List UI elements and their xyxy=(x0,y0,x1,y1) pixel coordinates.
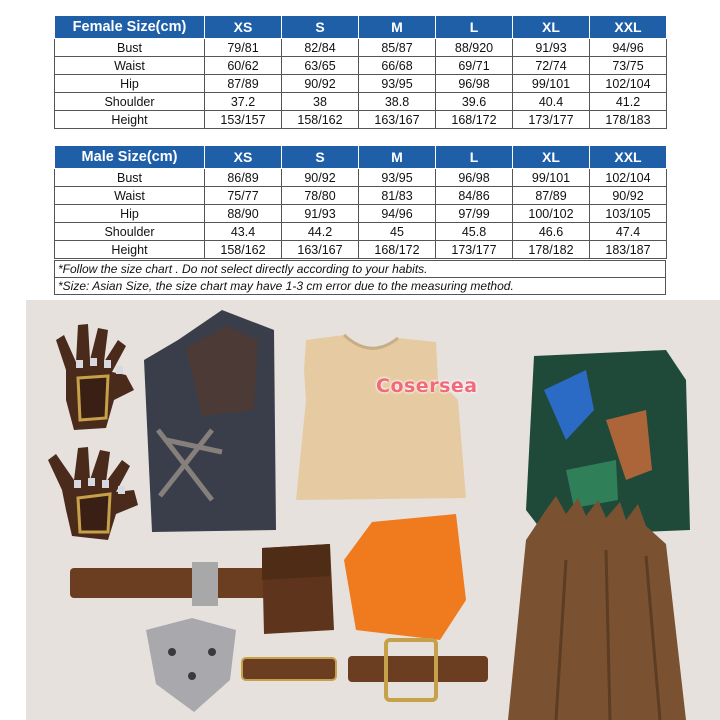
size-header-xxl: XXL xyxy=(590,146,667,169)
male-size-table xyxy=(54,145,667,259)
table-cell: 96/98 xyxy=(436,169,513,187)
table-cell: 75/77 xyxy=(205,187,282,205)
table-cell: 158/162 xyxy=(205,241,282,259)
table-cell: 47.4 xyxy=(590,223,667,241)
table-cell: 38.8 xyxy=(359,93,436,111)
table-cell: 79/81 xyxy=(205,39,282,57)
size-header-l: L xyxy=(436,16,513,39)
table-cell: 44.2 xyxy=(282,223,359,241)
table-cell: 178/183 xyxy=(590,111,667,129)
size-header-s: S xyxy=(282,16,359,39)
table-cell: 168/172 xyxy=(359,241,436,259)
row-label: Bust xyxy=(55,169,205,187)
table-cell: 85/87 xyxy=(359,39,436,57)
table-cell: 60/62 xyxy=(205,57,282,75)
table-cell: 73/75 xyxy=(590,57,667,75)
dark-hood xyxy=(144,310,276,532)
size-header-m: M xyxy=(359,16,436,39)
table-cell: 87/89 xyxy=(205,75,282,93)
row-label: Height xyxy=(55,111,205,129)
table-row xyxy=(55,111,667,129)
table-cell: 46.6 xyxy=(513,223,590,241)
costume-items-illustration xyxy=(26,300,720,720)
table-cell: 90/92 xyxy=(590,187,667,205)
female-size-table xyxy=(54,15,667,129)
costume-product-photo xyxy=(26,300,720,720)
table-cell: 63/65 xyxy=(282,57,359,75)
table-cell: 41.2 xyxy=(590,93,667,111)
size-header-xl: XL xyxy=(513,16,590,39)
row-label: Hip xyxy=(55,75,205,93)
female-table-title: Female Size(cm) xyxy=(55,16,205,39)
row-label: Waist xyxy=(55,57,205,75)
table-cell: 84/86 xyxy=(436,187,513,205)
size-header-s: S xyxy=(282,146,359,169)
tan-tank-top xyxy=(296,335,466,500)
table-cell: 69/71 xyxy=(436,57,513,75)
size-header-xxl: XXL xyxy=(590,16,667,39)
size-header-l: L xyxy=(436,146,513,169)
table-cell: 88/920 xyxy=(436,39,513,57)
row-label: Bust xyxy=(55,39,205,57)
glove-top xyxy=(56,324,134,430)
leather-strap xyxy=(242,658,336,680)
table-cell: 99/101 xyxy=(513,169,590,187)
table-row xyxy=(55,39,667,57)
table-cell: 103/105 xyxy=(590,205,667,223)
table-row xyxy=(55,205,667,223)
table-cell: 173/177 xyxy=(513,111,590,129)
table-cell: 158/162 xyxy=(282,111,359,129)
table-cell: 99/101 xyxy=(513,75,590,93)
table-cell: 163/167 xyxy=(359,111,436,129)
table-cell: 93/95 xyxy=(359,169,436,187)
table-cell: 153/157 xyxy=(205,111,282,129)
size-note: *Follow the size chart . Do not select directly according to your habits. xyxy=(55,261,666,278)
table-row xyxy=(55,223,667,241)
table-cell: 88/90 xyxy=(205,205,282,223)
male-table-title: Male Size(cm) xyxy=(55,146,205,169)
table-cell: 163/167 xyxy=(282,241,359,259)
table-row xyxy=(55,169,667,187)
row-label: Shoulder xyxy=(55,93,205,111)
table-cell: 72/74 xyxy=(513,57,590,75)
male-table-header xyxy=(55,146,667,169)
table-cell: 91/93 xyxy=(282,205,359,223)
table-cell: 183/187 xyxy=(590,241,667,259)
table-cell: 94/96 xyxy=(590,39,667,57)
table-cell: 78/80 xyxy=(282,187,359,205)
brand-watermark: Cosersea xyxy=(376,375,478,397)
table-cell: 45 xyxy=(359,223,436,241)
table-cell: 43.4 xyxy=(205,223,282,241)
row-label: Waist xyxy=(55,187,205,205)
table-cell: 37.2 xyxy=(205,93,282,111)
table-cell: 93/95 xyxy=(359,75,436,93)
table-cell: 87/89 xyxy=(513,187,590,205)
female-table-header xyxy=(55,16,667,39)
table-cell: 45.8 xyxy=(436,223,513,241)
row-label: Shoulder xyxy=(55,223,205,241)
table-cell: 102/104 xyxy=(590,169,667,187)
size-header-xs: XS xyxy=(205,146,282,169)
table-cell: 86/89 xyxy=(205,169,282,187)
size-notes xyxy=(54,260,666,295)
table-cell: 90/92 xyxy=(282,75,359,93)
orange-cloth xyxy=(344,514,466,640)
table-row xyxy=(55,187,667,205)
table-cell: 39.6 xyxy=(436,93,513,111)
table-row xyxy=(55,57,667,75)
table-cell: 168/172 xyxy=(436,111,513,129)
size-header-m: M xyxy=(359,146,436,169)
table-cell: 100/102 xyxy=(513,205,590,223)
silver-shoulder-plate xyxy=(146,618,236,712)
table-cell: 40.4 xyxy=(513,93,590,111)
size-header-xs: XS xyxy=(205,16,282,39)
table-cell: 90/92 xyxy=(282,169,359,187)
table-cell: 178/182 xyxy=(513,241,590,259)
table-cell: 173/177 xyxy=(436,241,513,259)
table-cell: 82/84 xyxy=(282,39,359,57)
table-cell: 38 xyxy=(282,93,359,111)
table-cell: 81/83 xyxy=(359,187,436,205)
belt-with-pouch xyxy=(70,544,334,634)
table-row xyxy=(55,241,667,259)
leather-bracer xyxy=(348,640,488,700)
size-note: *Size: Asian Size, the size chart may have 1-3 cm error due to the measuring method. xyxy=(55,278,666,295)
table-row xyxy=(55,75,667,93)
table-row xyxy=(55,93,667,111)
glove-bottom xyxy=(48,447,138,540)
row-label: Hip xyxy=(55,205,205,223)
table-cell: 94/96 xyxy=(359,205,436,223)
table-cell: 102/104 xyxy=(590,75,667,93)
row-label: Height xyxy=(55,241,205,259)
table-cell: 97/99 xyxy=(436,205,513,223)
table-cell: 91/93 xyxy=(513,39,590,57)
size-header-xl: XL xyxy=(513,146,590,169)
table-cell: 66/68 xyxy=(359,57,436,75)
table-cell: 96/98 xyxy=(436,75,513,93)
